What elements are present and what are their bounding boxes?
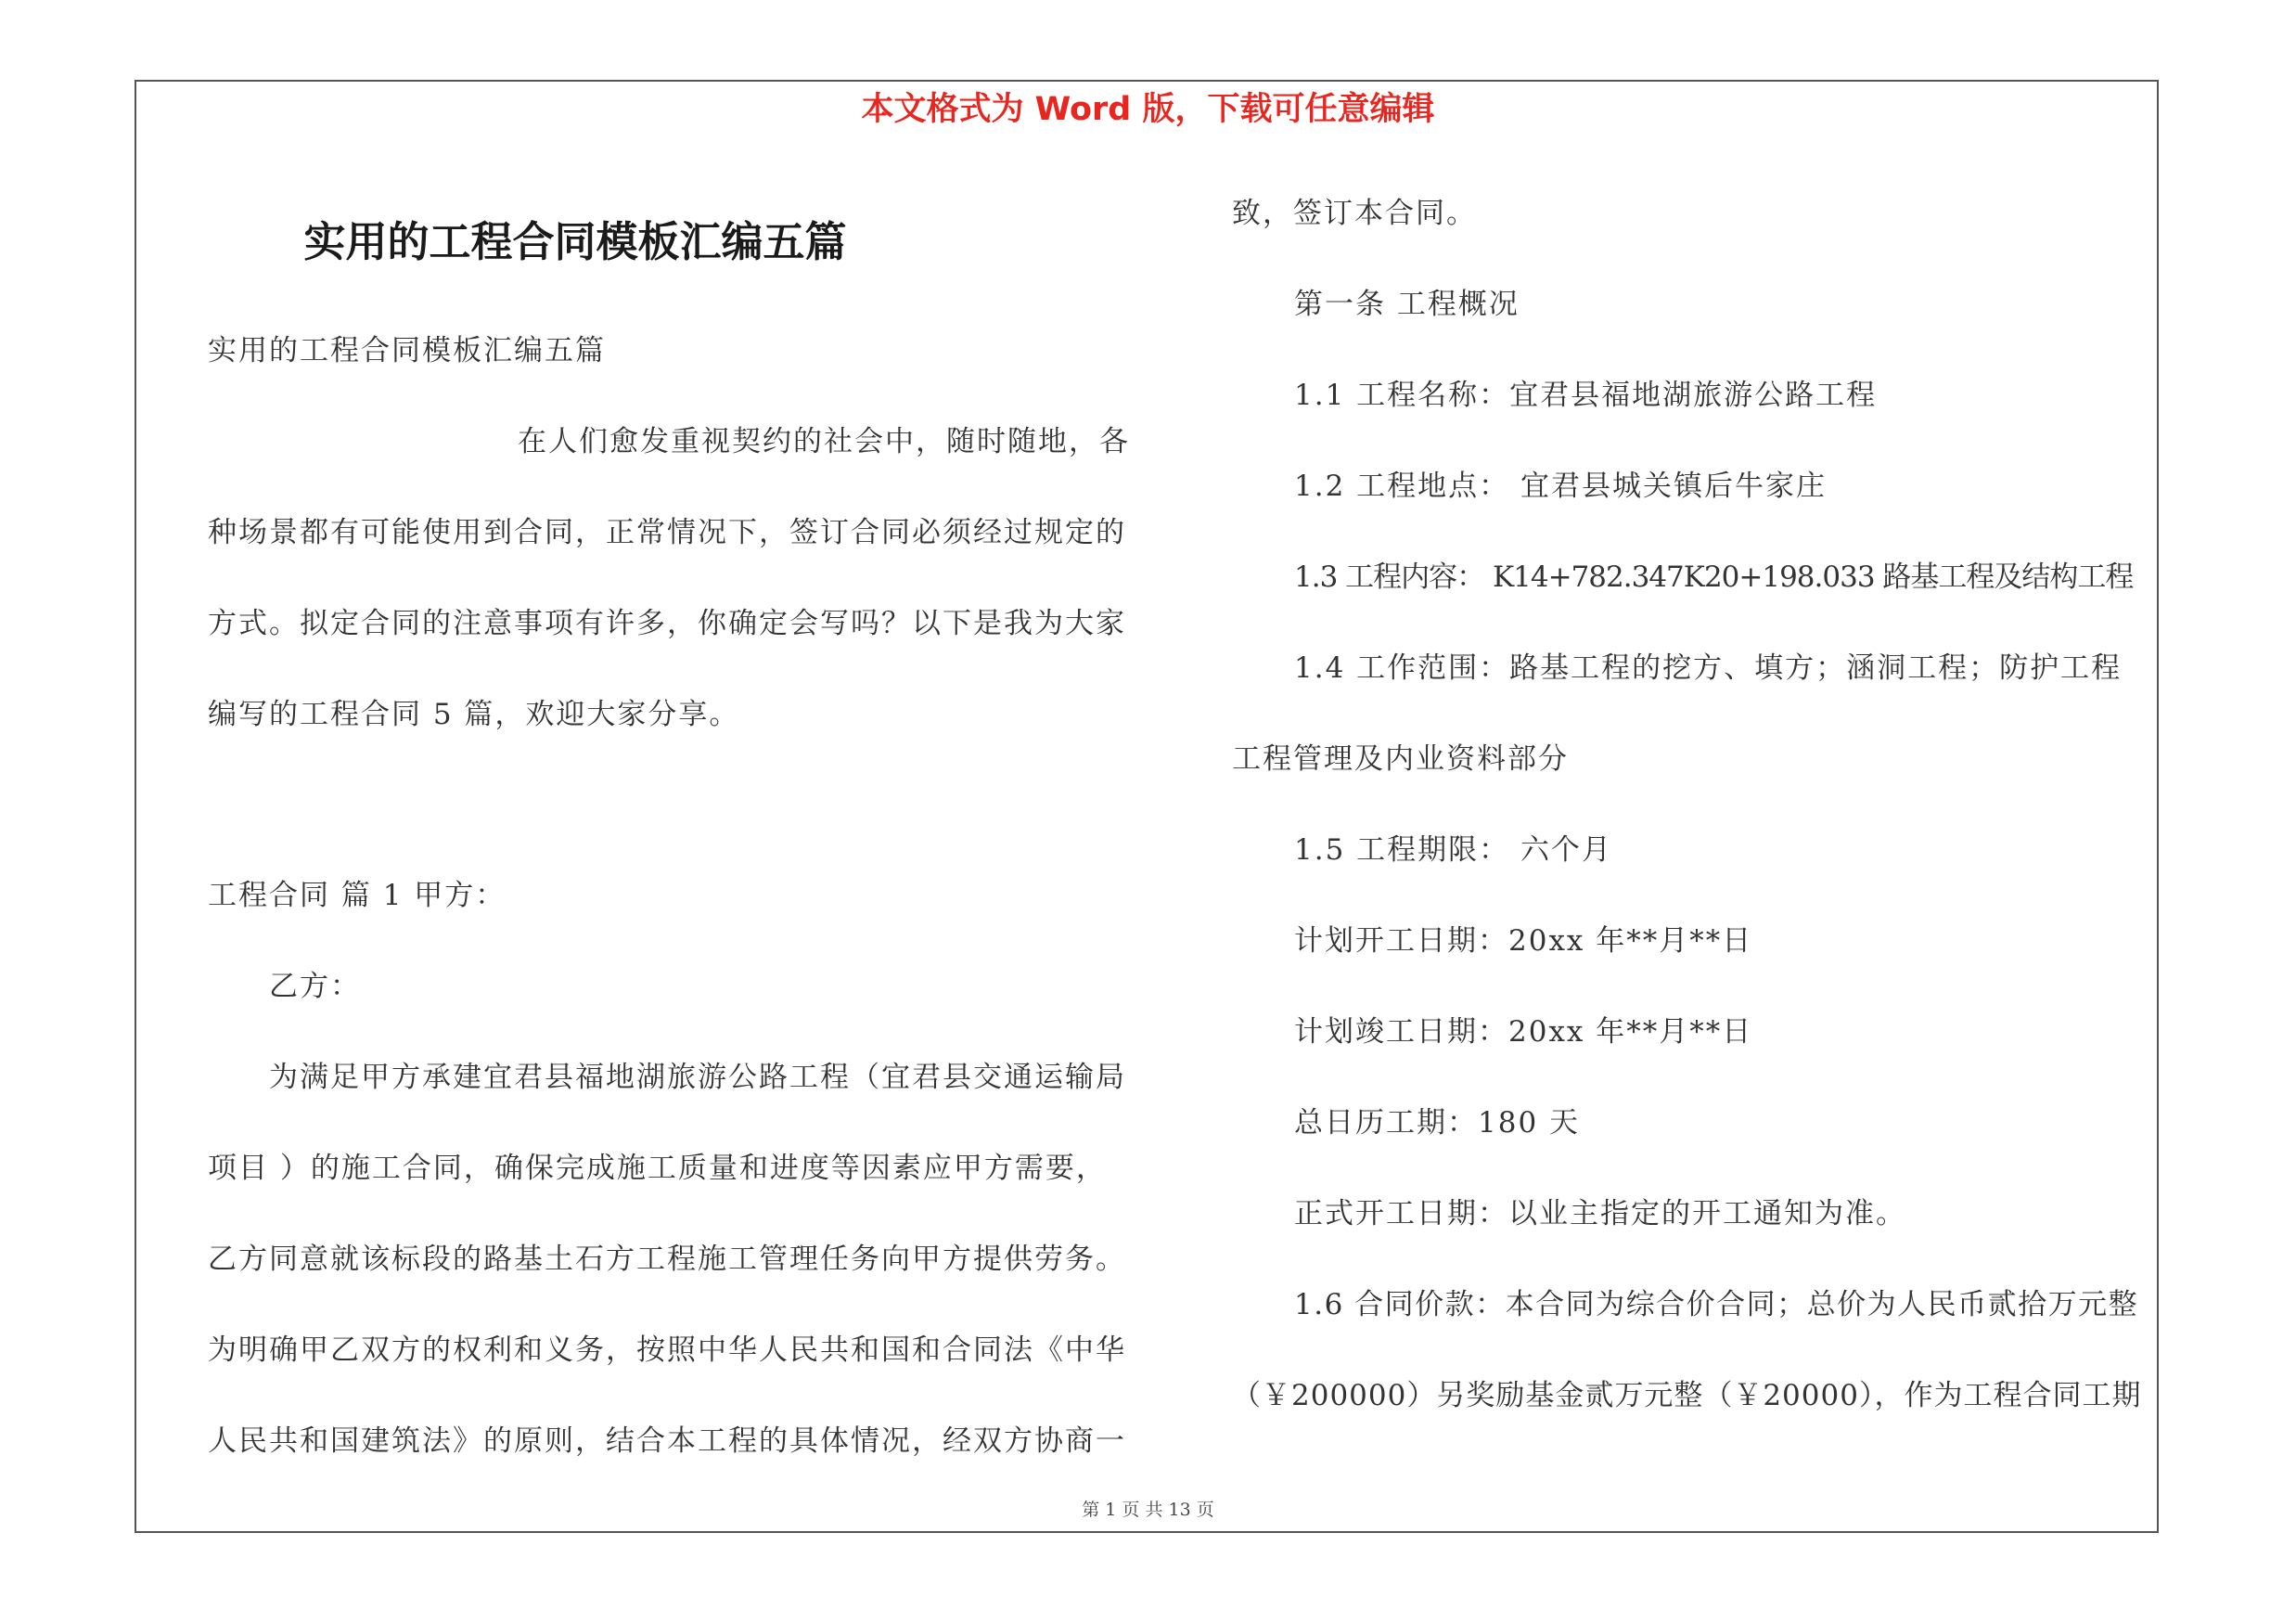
document-title: 实用的工程合同模板汇编五篇: [303, 217, 847, 266]
left-line: 在人们愈发重视契约的社会中，随时随地，各: [518, 425, 1130, 458]
left-line: 工程合同 篇 1 甲方：: [208, 879, 507, 912]
left-line: 实用的工程合同模板汇编五篇: [208, 334, 606, 367]
right-line: 1.1 工程名称：宜君县福地湖旅游公路工程: [1294, 379, 1878, 412]
left-line: 种场景都有可能使用到合同，正常情况下，签订合同必须经过规定的: [208, 516, 1126, 549]
left-line: 乙方同意就该标段的路基土石方工程施工管理任务向甲方提供劳务。: [208, 1243, 1126, 1276]
left-line: 为明确甲乙双方的权利和义务，按照中华人民共和国和合同法《中华: [208, 1333, 1126, 1367]
right-line: 总日历工期：180 天: [1294, 1106, 1581, 1140]
right-line: 正式开工日期：以业主指定的开工通知为准。: [1294, 1197, 1906, 1230]
left-line: 为满足甲方承建宜君县福地湖旅游公路工程（宜君县交通运输局: [269, 1061, 1126, 1094]
right-line: 1.6 合同价款：本合同为综合价合同；总价为人民币贰拾万元整: [1294, 1288, 2139, 1321]
left-line: 乙方：: [269, 970, 361, 1003]
right-line: （￥200000）另奖励基金贰万元整（￥20000），作为工程合同工期: [1232, 1379, 2142, 1412]
right-line: 1.2 工程地点： 宜君县城关镇后牛家庄: [1294, 470, 1828, 503]
left-line: 编写的工程合同 5 篇，欢迎大家分享。: [208, 698, 740, 731]
right-line: 致，签订本合同。: [1232, 197, 1477, 230]
right-line: 工程管理及内业资料部分: [1232, 742, 1569, 776]
left-line: 方式。拟定合同的注意事项有许多，你确定会写吗？以下是我为大家: [208, 607, 1126, 640]
right-line: 1.4 工作范围：路基工程的挖方、填方；涵洞工程；防护工程: [1294, 651, 2123, 685]
word-format-banner: 本文格式为 Word 版，下载可任意编辑: [861, 91, 1435, 128]
right-line: 计划竣工日期：20xx 年**月**日: [1294, 1015, 1753, 1049]
right-line: 1.3 工程内容： K14+782.347K20+198.033 路基工程及结构工程: [1294, 560, 2134, 594]
left-line: 人民共和国建筑法》的原则，结合本工程的具体情况，经双方协商一: [208, 1424, 1126, 1458]
right-line: 计划开工日期：20xx 年**月**日: [1294, 924, 1753, 958]
right-line: 1.5 工程期限： 六个月: [1294, 833, 1613, 867]
left-line: 项目 ）的施工合同，确保完成施工质量和进度等因素应甲方需要，: [208, 1152, 1107, 1185]
page-number-footer: 第 1 页 共 13 页: [1082, 1500, 1214, 1520]
right-line: 第一条 工程概况: [1294, 288, 1520, 321]
